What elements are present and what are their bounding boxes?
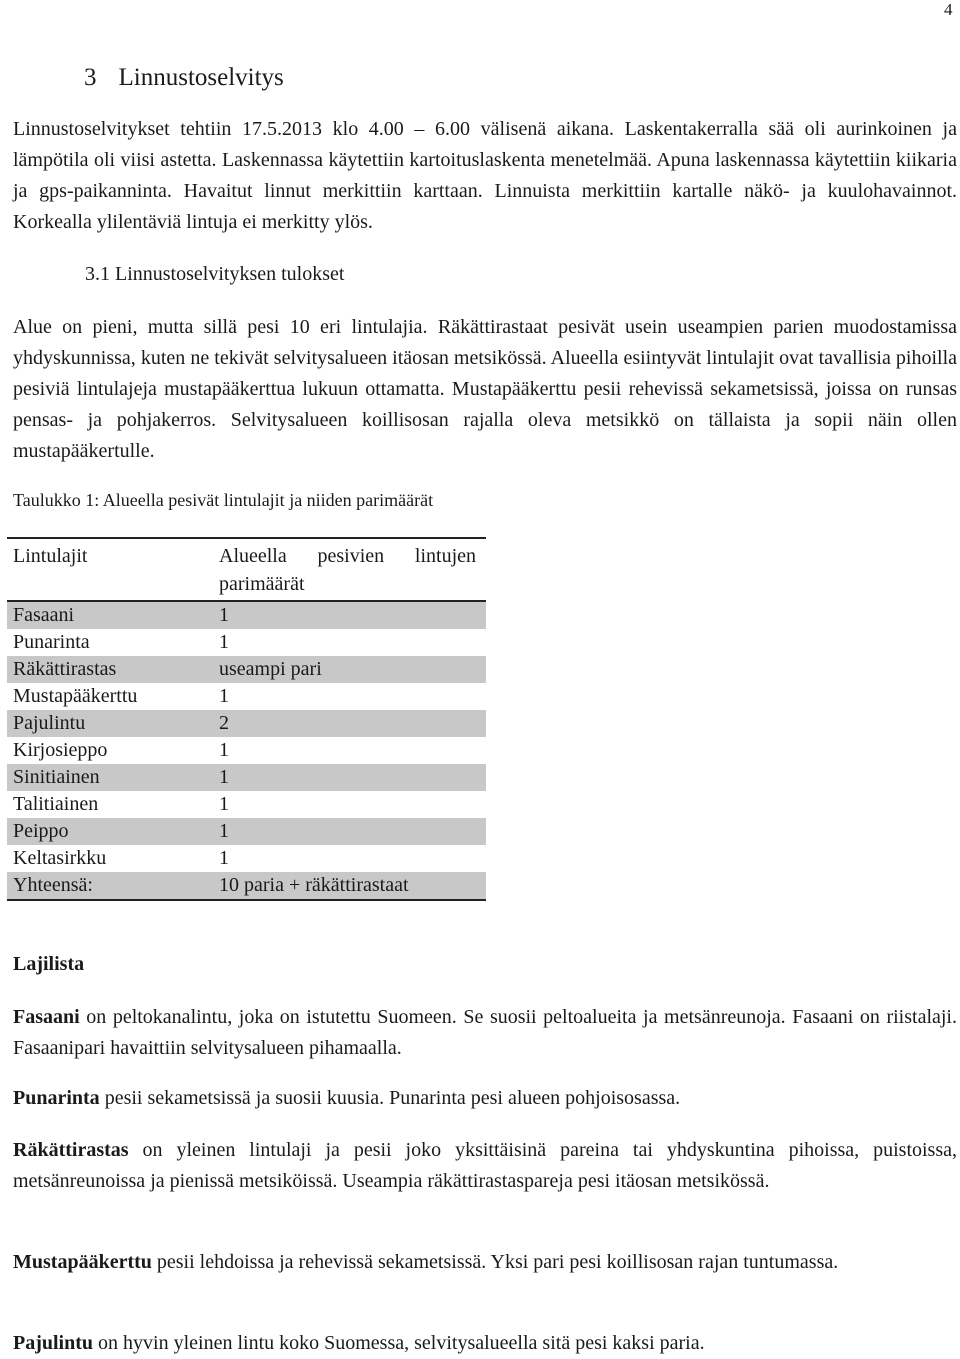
header-pairs: Alueella pesivien lintujen parimäärät (219, 545, 476, 595)
table-row (7, 791, 486, 818)
table-row (7, 764, 486, 791)
total-label-cell: Yhteensä: (7, 872, 213, 900)
species-paragraph-punarinta (13, 1083, 957, 1114)
species-cell: Kirjosieppo (13, 739, 108, 761)
table-total-row (7, 872, 486, 900)
species-cell: Sinitiainen (7, 764, 213, 791)
species-name: Mustapääkerttu (13, 1251, 152, 1273)
table-header-row (7, 538, 486, 601)
species-name: Fasaani (13, 1006, 80, 1028)
table-row (7, 683, 486, 710)
total-value-cell: 10 paria + räkättirastaat (213, 872, 486, 900)
section-heading (84, 64, 284, 92)
pairs-cell: 1 (213, 764, 486, 791)
pairs-cell: 1 (219, 793, 229, 815)
table-row (7, 818, 486, 845)
lajilista-heading: Lajilista (13, 953, 85, 975)
results-paragraph: Alue on pieni, mutta sillä pesi 10 eri lintulajia. Räkättirastaat pesivät usein useampien parien muodostamissa yhdyskunnissa, kuten ne tekivät selvitysalueen itäosan metsikössä. Alueella esiintyvät lintulajit ovat tavallisia pihoilla pesiviä lintulajeja mustapääkerttua lukuun ottamatta. Mustapääkerttu pesii rehevissä sekametsissä, joissa on runsas pensas- ja pohjakerros. Selvitysalueen koillisosan rajalla oleva metsikkö on tällaista ja sopii näin ollen mustapääkertulle. (13, 316, 957, 462)
table-row (7, 601, 486, 629)
header-species: Lintulajit (13, 545, 88, 567)
species-cell: Mustapääkerttu (13, 685, 138, 707)
section-number: 3 (84, 64, 97, 91)
species-cell: Fasaani (7, 601, 213, 629)
species-paragraph-fasaani (13, 1002, 957, 1064)
pairs-cell: 1 (219, 739, 229, 761)
pairs-cell: 1 (219, 631, 229, 653)
intro-paragraph: Linnustoselvitykset tehtiin 17.5.2013 klo 4.00 – 6.00 välisenä aikana. Laskentakerralla sää oli aurinkoinen ja lämpötila oli viisi astetta. Laskennassa käytettiin kartoituslaskenta menetelmää. Apuna laskennassa käytettiin kiikaria ja gps-paikanninta. Havaitut linnut merkittiin karttaan. Linnuista merkittiin kartalle näkö- ja kuulohavainnot. Korkealla ylilentäviä lintuja ei merkitty ylös. (13, 118, 957, 233)
species-cell: Peippo (7, 818, 213, 845)
table-caption: Taulukko 1: Alueella pesivät lintulajit ja niiden parimäärät (13, 490, 434, 510)
pairs-cell: 1 (213, 601, 486, 629)
pairs-cell: 1 (213, 818, 486, 845)
section-title: Linnustoselvitys (118, 64, 284, 91)
table-row (7, 629, 486, 656)
pairs-cell: 1 (219, 685, 229, 707)
pairs-cell: 2 (213, 710, 486, 737)
species-cell: Räkättirastas (7, 656, 213, 683)
table-row (7, 737, 486, 764)
species-text: pesii sekametsissä ja suosii kuusia. Punarinta pesi alueen pohjoisosassa. (99, 1087, 681, 1109)
species-text: on yleinen lintulaji ja pesii joko yksittäisinä pareina tai yhdyskuntina pihoissa, puistoissa, metsänreunoissa ja pienissä metsiköissä. Useampia räkättirastaspareja pesi itäosan metsikössä. (13, 1139, 957, 1192)
subsection-title: 3.1 Linnustoselvityksen tulokset (85, 263, 345, 285)
table-row (7, 845, 486, 872)
species-text: on peltokanalintu, joka on istutettu Suomeen. Se suosii peltoalueita ja metsänreunoja. Fasaani on riistalaji. Fasaanipari havaittiin selvitysalueen pihamaalla. (13, 1006, 957, 1059)
species-cell: Keltasirkku (13, 847, 107, 869)
table-row (7, 656, 486, 683)
species-text: on hyvin yleinen lintu koko Suomessa, selvitysalueella sitä pesi kaksi paria. (93, 1332, 705, 1354)
species-cell: Talitiainen (13, 793, 99, 815)
species-paragraph-pajulintu (13, 1328, 957, 1359)
species-name: Punarinta (13, 1087, 100, 1109)
pairs-cell: useampi pari (213, 656, 486, 683)
page-number: 4 (944, 0, 953, 19)
species-name: Pajulintu (13, 1332, 94, 1354)
species-cell: Pajulintu (7, 710, 213, 737)
species-text: pesii lehdoissa ja rehevissä sekametsissä. Yksi pari pesi koillisosan rajan tuntumassa. (151, 1251, 839, 1273)
bird-table (7, 537, 486, 901)
table-row (7, 710, 486, 737)
species-paragraph-mustapaakerttu (13, 1247, 957, 1278)
pairs-cell: 1 (219, 847, 229, 869)
species-name: Räkättirastas (13, 1139, 129, 1161)
species-paragraph-rakattirastas (13, 1135, 957, 1197)
species-cell: Punarinta (13, 631, 90, 653)
